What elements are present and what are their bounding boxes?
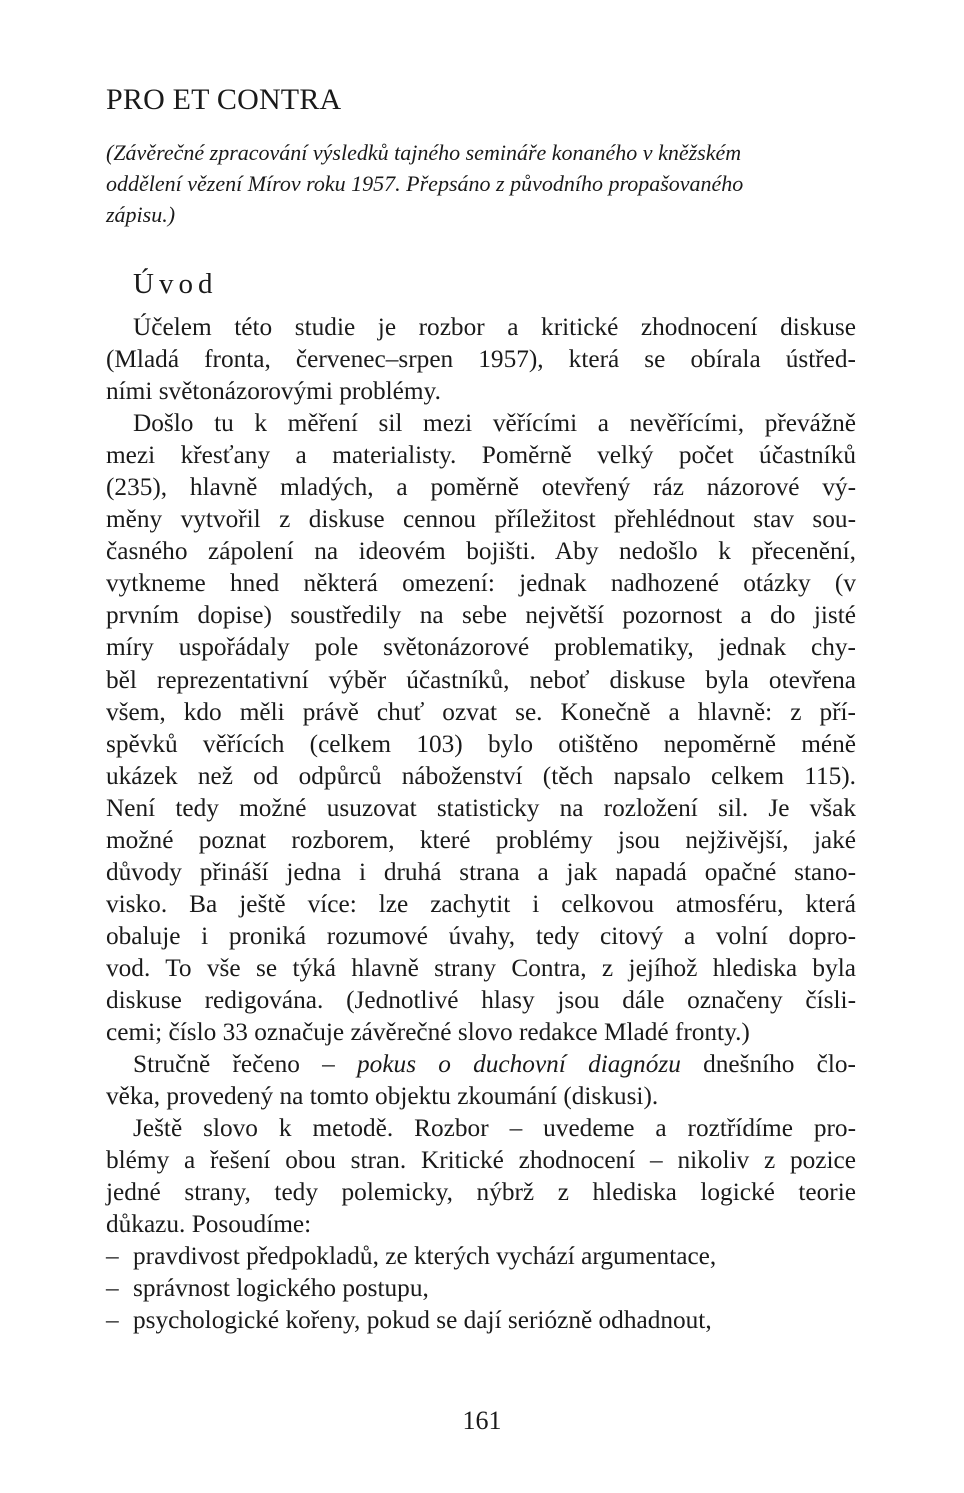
text-line: Ještě slovo k metodě. Rozbor – uvedeme a roztřídíme pro- [133,1114,856,1143]
text-line: ukázek než od odpůrců náboženství (těch napsalo celkem 115). [106,761,856,790]
text-line: ními světonázorovými problémy. [106,377,441,406]
subtitle-line: oddělení vězení Mírov roku 1957. Přepsáno z původního propašovaného [106,171,744,196]
text-line: prvním dopise) soustředily na sebe největší pozornost a do jisté [106,601,856,630]
list-item [106,1304,856,1336]
subtitle-line: zápisu.) [106,202,176,227]
text-line: Účelem této studie je rozbor a kritické zhodnocení diskuse [133,313,856,341]
list-item [106,1240,856,1272]
text-line: mezi křesťany a materialisty. Poměrně velký počet účastníků [106,441,856,470]
chapter-title: PRO ET CONTRA [106,83,342,116]
text-line: diskuse redigována. (Jednotlivé hlasy jsou dále označeny čísli- [106,985,856,1014]
text-line: všem, kdo měli právě chuť ozvat se. Konečně a hlavně: z pří- [106,697,856,726]
text-line: (235), hlavně mladých, a poměrně otevřený ráz názorové vý- [106,473,856,502]
subtitle-line: (Závěrečné zpracování výsledků tajného semináře konaného v kněžském [106,140,742,165]
text-line: vod. To vše se týká hlavně strany Contra, z jejíhož hlediska byla [106,953,856,982]
text-line: obaluje i proniká rozumové úvahy, tedy citový a volní dopro- [106,921,856,950]
text-line: důkazu. Posoudíme: [106,1210,312,1239]
body-text [106,311,856,1337]
text-line: Není tedy možné usuzovat statisticky na rozložení sil. Je však [106,793,856,822]
text-line: jedné strany, tedy polemicky, nýbrž z hlediska logické teorie [106,1178,856,1207]
text-line: cemi; číslo 33 označuje závěrečné slovo redakce Mladé fronty.) [106,1018,750,1047]
list-dash: – [106,1274,119,1303]
list-dash: – [106,1242,119,1271]
text-line: možné poznat rozborem, které problémy jsou nejživější, jaké [106,825,856,854]
section-heading: Úvod [133,268,218,300]
text-line: spěvků věřících (celkem 103) bylo otištěno nepoměrně méně [106,729,856,758]
text-run: dnešního člo- [680,1050,856,1079]
text-line: měny vytvořil z diskuse cennou příležitost přehlédnout stav sou- [106,505,856,534]
text-line [106,1048,856,1080]
text-line: Došlo tu k měření sil mezi věřícími a nevěřícími, převážně [133,409,856,438]
text-line: visko. Ba ještě více: lze zachytit i celkovou atmosféru, která [106,889,856,918]
list-item-text: správnost logického postupu, [133,1274,429,1303]
text-line: blémy a řešení obou stran. Kritické zhodnocení – nikoliv z pozice [106,1146,856,1175]
text-line: věka, provedený na tomto objektu zkoumání (diskusi). [106,1082,659,1111]
text-line: běl reprezentativní výběr účastníků, neboť diskuse byla otevřena [106,665,856,694]
text-line: vytkneme hned některá omezení: jednak nadhozené otázky (v [106,569,856,598]
list-item [106,1272,856,1304]
text-run: Stručně řečeno – [133,1050,358,1079]
list-item-text: pravdivost předpokladů, ze kterých vychází argumentace, [133,1242,717,1271]
text-line: míry uspořádaly pole světonázorové problematiky, jednak chy- [106,633,856,662]
text-line: důvody přináší jedna i druhá strana a jak napadá opačné stano- [106,857,856,886]
chapter-subtitle [106,137,866,230]
text-line: (Mladá fronta, červenec–srpen 1957), která se obírala ústřed- [106,345,856,374]
page-number: 161 [462,1406,502,1435]
italic-phrase: pokus o duchovní diagnózu [357,1050,681,1079]
text-line: časného zápolení na ideovém bojišti. Aby nedošlo k přecenění, [106,537,856,566]
list-dash: – [106,1306,119,1335]
list-item-text: psychologické kořeny, pokud se dají seriózně odhadnout, [133,1306,712,1335]
